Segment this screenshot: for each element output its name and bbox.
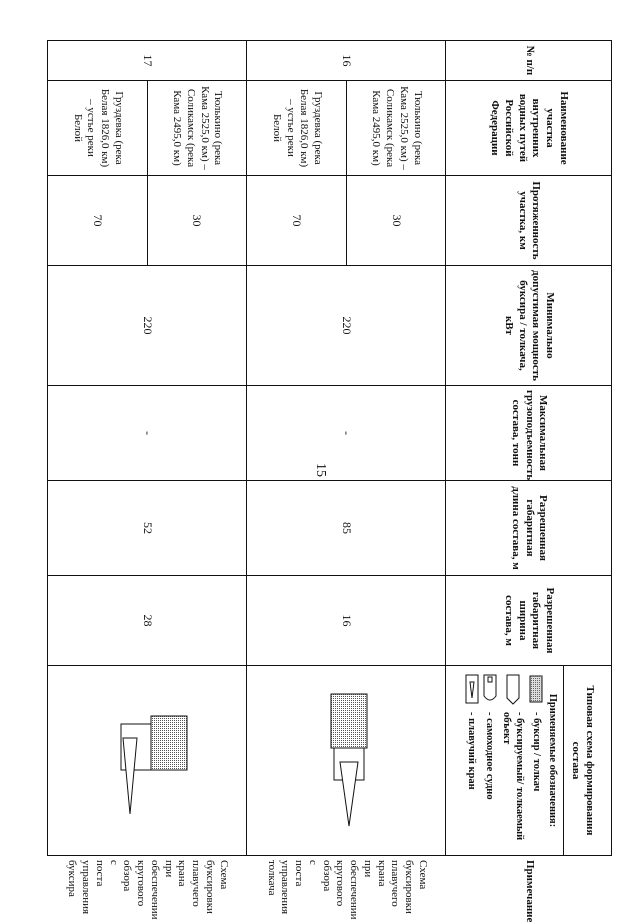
towing-table — [47, 40, 612, 922]
header-allowed-length: Разрешенная габаритная длина состава, м — [446, 481, 612, 576]
header-scheme — [446, 666, 612, 856]
legend-title: Применяемые обозначения: — [547, 693, 559, 828]
min-power: 220 — [247, 266, 446, 386]
header-max-capacity: Максимальная грузоподъемность состава, тонн — [446, 386, 612, 481]
header-no: № п/п — [446, 41, 612, 81]
section-length: 30 — [147, 176, 247, 266]
scheme-title: Типовая схема формирования состава — [569, 685, 596, 836]
min-power: 220 — [48, 266, 247, 386]
section-name: Груздевка (река Белая 1826,0 км) – устье реки Белой — [48, 81, 148, 176]
legend-item — [482, 672, 498, 849]
towed-object-icon — [505, 672, 521, 706]
legend-label: - самоходное судно — [484, 712, 496, 800]
legend-label: - плавучий кран — [466, 712, 478, 790]
allowed-length: 85 — [247, 481, 446, 576]
allowed-length: 52 — [48, 481, 247, 576]
table-row: 16 Тюлькино (река Кама 2525,0 км) – Соликамск (река Кама 2495,0 км) 30 220 - 85 16 Схема буксировки плавучего крана при обеспечении кругового обзора с поста управления толкача — [346, 41, 446, 856]
page-number: 15 — [313, 463, 328, 477]
section-length: 30 — [346, 176, 446, 266]
header-allowed-width: Разрешенная габаритная ширина состава, м — [446, 576, 612, 666]
legend-label: - буксир / толкач — [530, 712, 542, 792]
table-row: 17 Тюлькино (река Кама 2525,0 км) – Соликамск (река Кама 2495,0 км) 30 220 - 52 28 Схема буксировки плавучего крана при обеспечении кругового обзора с поста управления буксира — [147, 41, 247, 856]
section-length: 70 — [247, 176, 347, 266]
row-no: 17 — [48, 41, 247, 81]
legend-item — [464, 672, 480, 849]
self-propelled-ship-icon — [482, 672, 498, 706]
header-section-name: Наименование участка внутренних водных путей Российской Федерации — [446, 81, 612, 176]
header-length: Протяженность участка, км — [446, 176, 612, 266]
scheme-cell — [48, 666, 247, 856]
row-no: 16 — [247, 41, 446, 81]
max-capacity: - — [48, 386, 247, 481]
header-row: № п/п Наименование участка внутренних водных путей Российской Федерации Протяженность участка, км Минимально допустимая мощность буксира / толкача, кВт Максимальная грузоподъемность состава, тонн Разрешенная габаритная длина состава, м Разрешенная габаритная ширина состава, м Типовая схема формирования состава Применяемые обозначения: - буксир / толкач - буксируемый/ толкаемый объект - самоходное судно - плавучий кран Примечание — [446, 41, 612, 856]
section-name: Тюлькино (река Кама 2525,0 км) – Соликамск (река Кама 2495,0 км) — [147, 81, 247, 176]
legend-label: - буксируемый/ толкаемый объект — [500, 712, 526, 841]
tug-pusher-icon — [528, 672, 544, 706]
legend-item — [528, 672, 544, 849]
legend-item — [500, 672, 526, 849]
header-min-power: Минимально допустимая мощность буксира / толкача, кВт — [446, 266, 612, 386]
floating-crane-icon — [464, 672, 480, 706]
pushed-crane-scheme — [314, 686, 384, 836]
side-towed-crane-scheme — [105, 686, 195, 836]
scheme-cell — [247, 666, 446, 856]
allowed-width: 28 — [48, 576, 247, 666]
max-capacity: - — [247, 386, 446, 481]
towing-table-container — [47, 40, 612, 922]
allowed-width: 16 — [247, 576, 446, 666]
section-name: Груздевка (река Белая 1826,0 км) – устье реки Белой — [247, 81, 347, 176]
section-length: 70 — [48, 176, 148, 266]
section-name: Тюлькино (река Кама 2525,0 км) – Соликамск (река Кама 2495,0 км) — [346, 81, 446, 176]
